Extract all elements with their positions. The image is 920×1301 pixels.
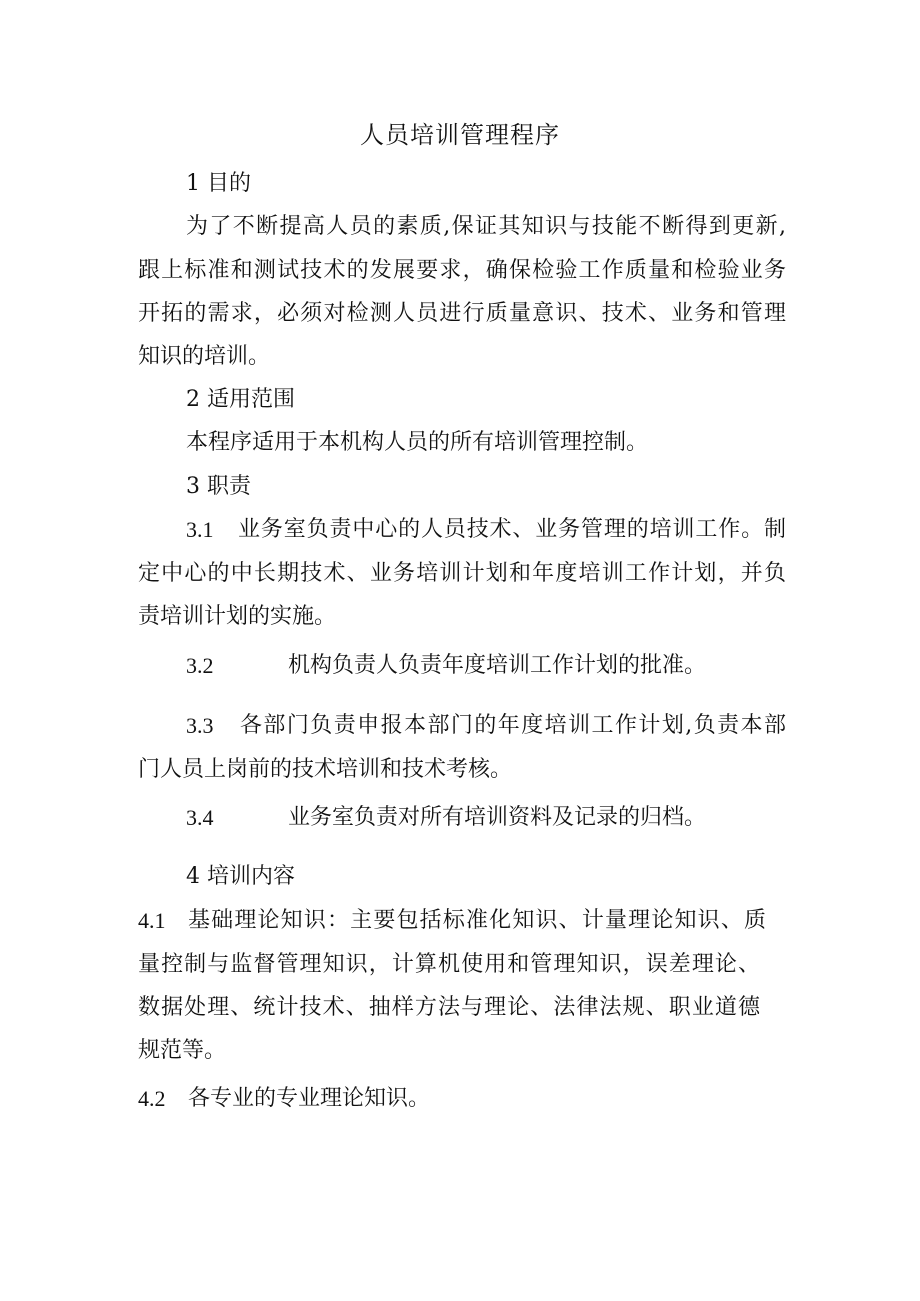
clause-4-1-text-line: 规范等。	[138, 1038, 227, 1063]
section-1-paragraph-line: 开拓的需求，必须对检测人员进行质量意识、技术、业务和管理	[138, 301, 786, 326]
section-3-heading: 3 职责	[186, 474, 251, 499]
document-title: 人员培训管理程序	[360, 121, 560, 149]
clause-4-1-text-line: 数据处理、统计技术、抽样方法与理论、法律法规、职业道德	[138, 995, 760, 1020]
section-1-paragraph-line: 为了不断提高人员的素质,保证其知识与技能不断得到更新,	[186, 214, 786, 239]
clause-4-2-text: 各专业的专业理论知识。	[188, 1086, 431, 1111]
clause-3-3-text-line: 门人员上岗前的技术培训和技术考核。	[138, 757, 513, 782]
clause-3-3-text-line: 各部门负责申报本部门的年度培训工作计划,负责本部	[240, 713, 786, 738]
section-1-heading: 1 目的	[186, 171, 251, 196]
clause-4-1-text-line: 量控制与监督管理知识，计算机使用和管理知识，误差理论、	[138, 952, 760, 977]
clause-3-1-text-line: 定中心的中长期技术、业务培训计划和年度培训工作计划，并负	[138, 561, 786, 586]
clause-3-1-number: 3.1	[186, 517, 214, 542]
clause-3-1-text-line: 责培训计划的实施。	[138, 604, 337, 629]
clause-3-1-text-line: 业务室负责中心的人员技术、业务管理的培训工作。制	[238, 517, 786, 542]
section-4-heading: 4 培训内容	[186, 864, 295, 889]
clause-3-4-number: 3.4	[186, 805, 214, 830]
clause-4-2-number: 4.2	[138, 1086, 166, 1111]
clause-3-2-text: 机构负责人负责年度培训工作计划的批准。	[288, 653, 707, 678]
clause-3-4-text: 业务室负责对所有培训资料及记录的归档。	[288, 805, 707, 830]
clause-3-2-number: 3.2	[186, 653, 214, 678]
section-2-paragraph: 本程序适用于本机构人员的所有培训管理控制。	[186, 430, 649, 455]
clause-4-1-number: 4.1	[138, 908, 166, 933]
clause-4-1-text-line: 基础理论知识：主要包括标准化知识、计量理论知识、质	[188, 908, 766, 933]
section-2-heading: 2 适用范围	[186, 387, 295, 412]
clause-3-3-number: 3.3	[186, 713, 214, 738]
section-1-paragraph-line: 知识的培训。	[138, 344, 271, 369]
section-1-paragraph-line: 跟上标准和测试技术的发展要求，确保检验工作质量和检验业务	[138, 258, 786, 283]
